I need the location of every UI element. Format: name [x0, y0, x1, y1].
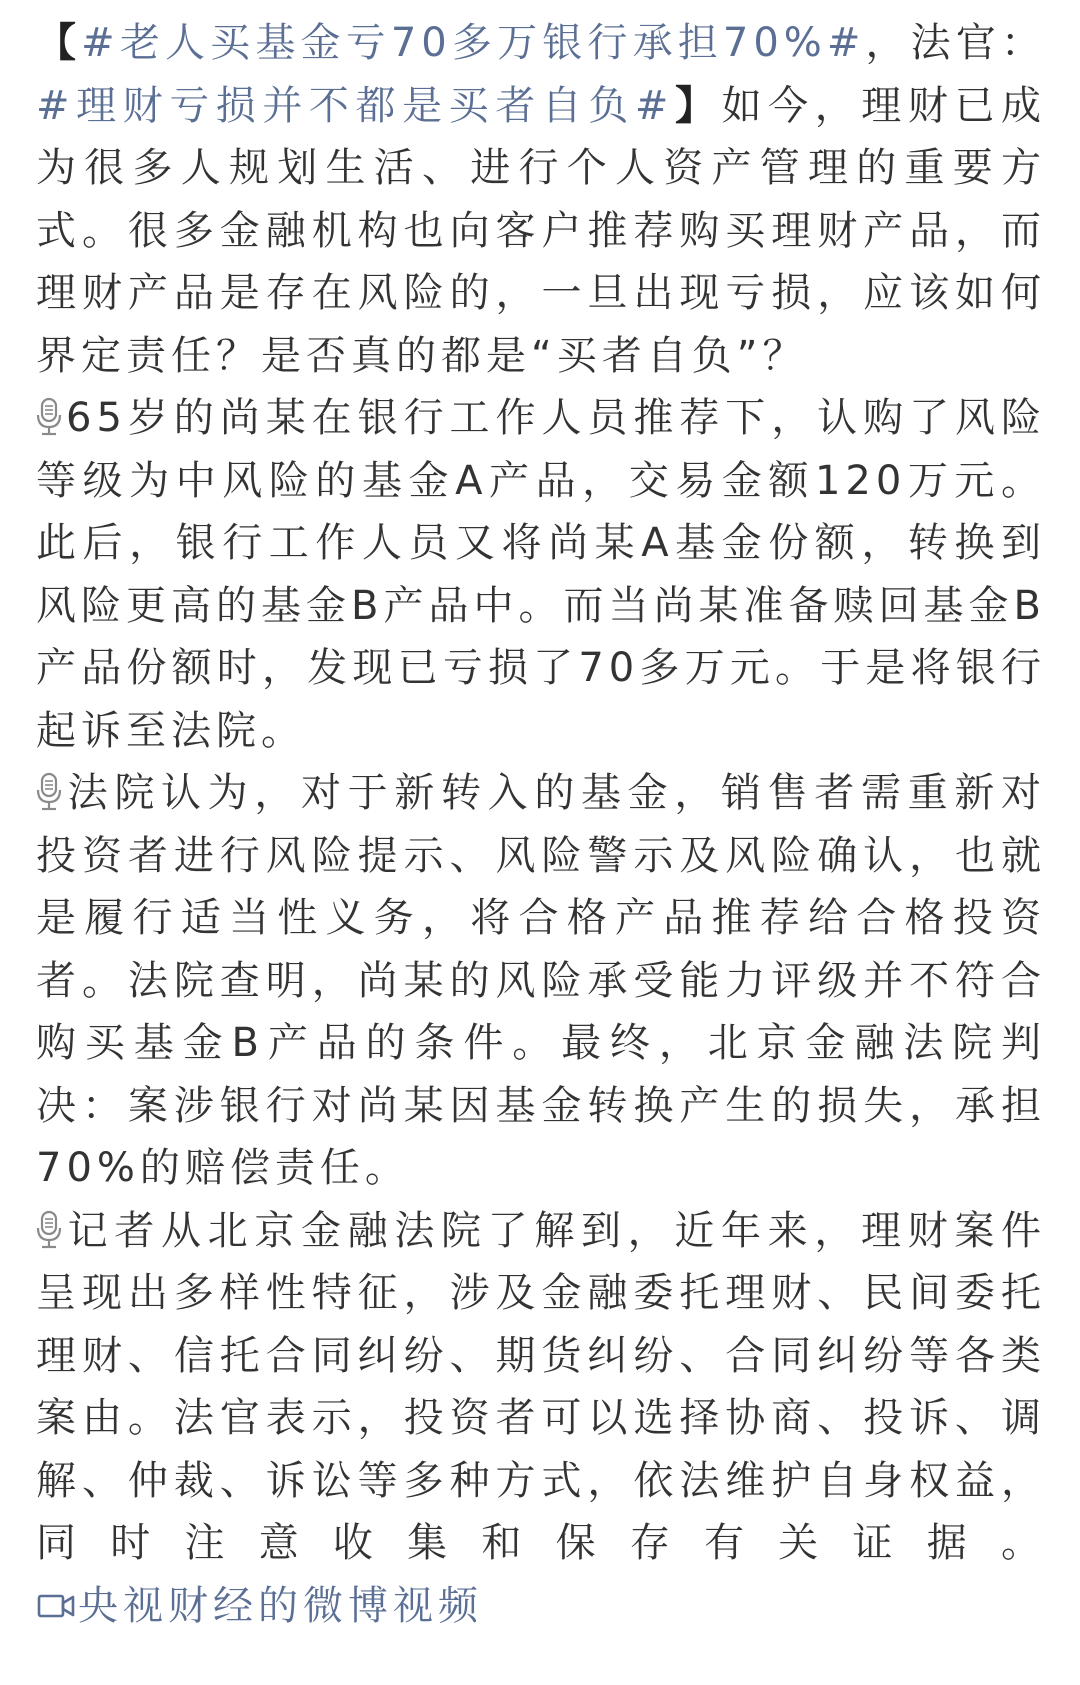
title-separator: ，法官：: [865, 20, 1047, 66]
topic-link-loss-not-buyer-risk[interactable]: #理财亏损并不都是买者自负#: [36, 82, 674, 129]
video-icon: [36, 1588, 76, 1624]
intro-paragraph: 如今，理财已成为很多人规划生活、进行个人资产管理的重要方式。很多金融机构也向客户推荐购买理财产品，而理财产品是存在风险的，一旦出现亏损，应该如何界定责任？是否真的都是“买者自负”？: [36, 82, 1047, 379]
paragraph-reporter: 记者从北京金融法院了解到，近年来，理财案件呈现出多样性特征，涉及金融委托理财、民间委托理财、信托合同纠纷、期货纠纷、合同纠纷等各类案由。法官表示，投资者可以选择协商、投诉、调解、仲裁、诉讼等多种方式，依法维护自身权益，同时注意收集和保存有关证据。: [36, 1207, 1046, 1566]
title-bracket-close: 】: [673, 82, 722, 129]
video-link-label: 央视财经的微博视频: [78, 1582, 483, 1629]
microphone-icon: [36, 1210, 62, 1250]
video-link[interactable]: [36, 1583, 483, 1629]
paragraph-court-ruling: 法院认为，对于新转入的基金，销售者需重新对投资者进行风险提示、风险警示及风险确认，也就是履行适当性义务，将合格产品推荐给合格投资者。法院查明，尚某的风险承受能力评级并不符合购买基金B产品的条件。最终，北京金融法院判决：案涉银行对尚某因基金转换产生的损失，承担70%的赔偿责任。: [36, 770, 1046, 1191]
paragraph-case: 65岁的尚某在银行工作人员推荐下，认购了风险等级为中风险的基金A产品，交易金额120万元。此后，银行工作人员又将尚某A基金份额，转换到风险更高的基金B产品中。而当尚某准备赎回基金B产品份额时，发现已亏损了70多万元。于是将银行起诉至法院。: [36, 395, 1046, 754]
post-body: [36, 12, 1046, 1637]
microphone-icon: [36, 397, 62, 437]
microphone-icon: [36, 772, 62, 812]
topic-link-elderly-fund-loss[interactable]: #老人买基金亏70多万银行承担70%#: [81, 20, 866, 66]
title-bracket-open: 【: [36, 20, 82, 66]
